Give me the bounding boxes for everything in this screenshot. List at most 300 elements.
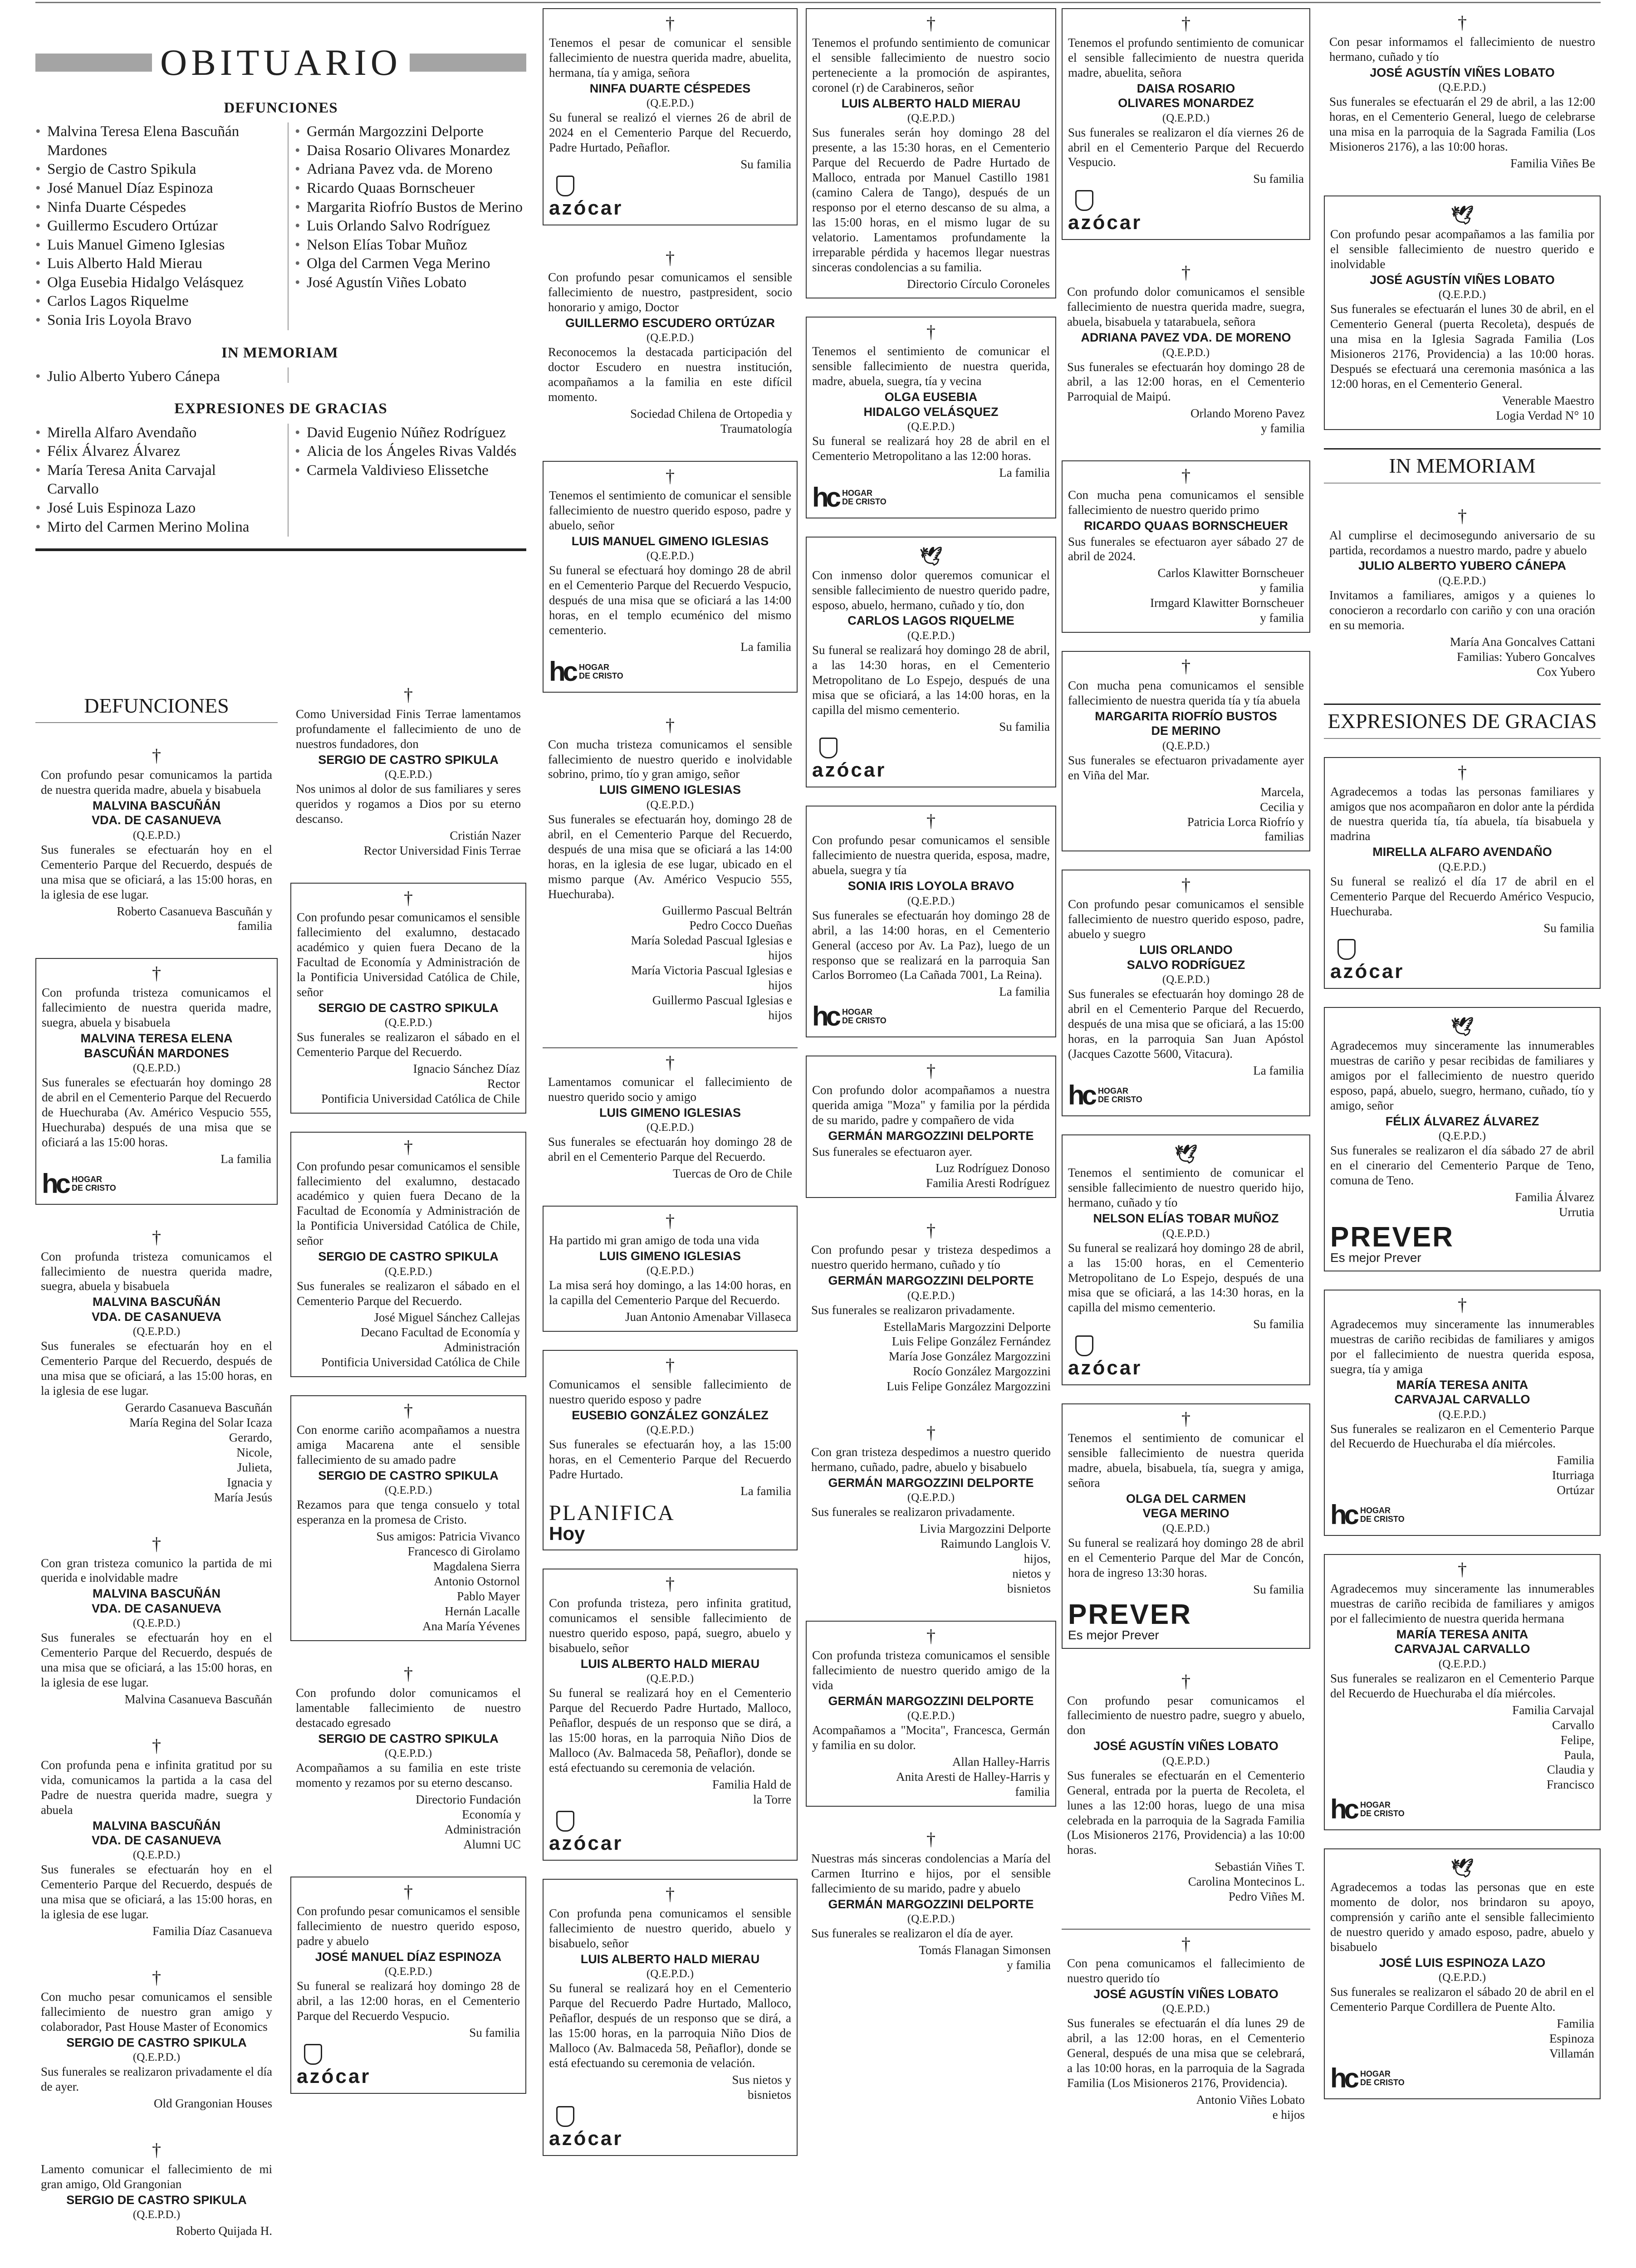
cross-icon: † — [1181, 875, 1190, 895]
notice-body: Su funeral se realizará hoy domingo 28 de abril, a las 12:00 horas, en el Cementerio Parque del Recuerdo Vespucio. — [297, 1979, 520, 2023]
crest-icon — [819, 738, 838, 758]
deceased-name: MIRELLA ALFARO AVENDAÑO — [1372, 845, 1552, 859]
notice-body: Reconocemos la destacada participación del doctor Escudero en nuestra institución, acompañamos a la familia en este difícil momento. — [548, 345, 792, 404]
notice-body: Sus funerales se realizaron el día sábado 27 de abril en el cinerario del Cementerio Parque de Teno, comuna de Teno. — [1330, 1144, 1594, 1188]
notice-body: Sus funerales se efectuarán hoy en el Cementerio Parque del Recuerdo, después de una misa que se oficiará, a las 15:00 horas, en la iglesia de ese lugar. — [41, 1631, 272, 1689]
deceased-name: OLGA EUSEBIA HIDALGO VELÁSQUEZ — [863, 390, 999, 419]
hogar-de-cristo-logo — [812, 484, 1050, 511]
column-b — [290, 680, 526, 2268]
qepd-label: (Q.E.P.D.) — [907, 420, 955, 433]
index-entry: • Luis Orlando Salvo Rodríguez — [295, 217, 526, 236]
notice-signature: Venerable Maestro Logia Verdad N° 10 — [1496, 393, 1594, 422]
cross-icon: † — [926, 322, 936, 342]
cross-icon: † — [404, 1881, 413, 1902]
masthead-bar-right — [410, 54, 526, 72]
notice-body: La misa será hoy domingo, a las 14:00 horas, en la capilla del Cementerio Parque del Recuerdo. — [549, 1278, 791, 1307]
deceased-name: JOSÉ MANUEL DÍAZ ESPINOZA — [315, 1950, 502, 1964]
notice-intro: Con profundo pesar comunicamos el sensible fallecimiento de nuestro querido esposo, padre, abuelo y suegro — [1068, 897, 1304, 941]
index-entry: • Luis Manuel Gimeno Iglesias — [35, 236, 267, 255]
cross-icon: † — [666, 1355, 675, 1376]
notice-signature: María Ana Goncalves Cattani Familias: Yubero Goncalves Cox Yubero — [1450, 635, 1595, 679]
azocar-logo — [297, 2044, 520, 2087]
qepd-label: (Q.E.P.D.) — [1162, 973, 1210, 986]
cross-icon: † — [1181, 656, 1190, 677]
deceased-name: SONIA IRIS LOYOLA BRAVO — [847, 879, 1014, 893]
notice-margozzini-1 — [806, 1056, 1056, 1198]
notice-signature: Sus nietos y bisnietos — [732, 2072, 791, 2102]
notice-body: Su funeral se realizará hoy domingo 28 de abril en el Cementerio Parque del Mar de Concón, hora de ingreso 13:30 horas. — [1068, 1535, 1304, 1579]
cross-icon: † — [1458, 1559, 1467, 1580]
notice-body: Sus funerales se efectuarán hoy domingo 28 de abril, a las 14:00 horas, en el Cementerio General (acceso por Av. La Paz), luego de un responso que se realizará en la parroquia San Carlos Borromeo (La Cañada 7001, La Reina). — [812, 908, 1050, 982]
notice-vines-3 — [1324, 8, 1601, 177]
crest-icon — [556, 2106, 574, 2127]
azocar-logo — [1330, 939, 1594, 982]
qepd-label: (Q.E.P.D.) — [1438, 81, 1486, 94]
notice-signature: Gerardo Casanueva Bascuñán María Regina del Solar Icaza Gerardo, Nicole, Julieta, Ignacia y María Jesús — [125, 1400, 272, 1504]
azocar-logo-text: azócar — [1068, 211, 1142, 234]
index-entry: • Luis Alberto Hald Mierau — [35, 254, 267, 274]
notice-tobar — [1062, 1134, 1310, 1386]
notice-intro: Con profunda tristeza comunicamos el fallecimiento de nuestra querida madre, suegra, abuela y bisabuela — [42, 986, 271, 1030]
azocar-logo — [812, 738, 1050, 780]
qepd-label: (Q.E.P.D.) — [646, 549, 694, 562]
notice-intro: Con profundo pesar y tristeza despedimos a nuestro querido hermano, cuñado y tío — [811, 1243, 1051, 1272]
qepd-label: (Q.E.P.D.) — [1438, 574, 1486, 587]
qepd-label: (Q.E.P.D.) — [132, 1849, 181, 1862]
notice-body: Sus funerales se realizaron el día de ayer. — [811, 1926, 1014, 1941]
hogar-logo-text: HOGAR DE CRISTO — [1360, 1800, 1405, 1818]
index-entry: • Daisa Rosario Olivares Monardez — [295, 142, 526, 161]
notice-signature: Familia Hald de la Torre — [712, 1777, 791, 1806]
section-gracias-heading: EXPRESIONES DE GRACIAS — [1324, 704, 1601, 738]
notice-intro: Con mucho pesar comunicamos el sensible fallecimiento de nuestro gran amigo y colaborador, Past House Master of Economics — [41, 1990, 272, 2033]
notice-intro: Tenemos el pesar de comunicar el sensible fallecimiento de nuestra querida madre, abuelita, hermana, tía y amiga, señora — [549, 36, 791, 79]
deceased-name: NELSON ELÍAS TOBAR MUÑOZ — [1093, 1212, 1279, 1226]
azocar-logo-text: azócar — [549, 2127, 623, 2150]
notice-signature: Su familia — [999, 719, 1050, 733]
notice-body: Su funeral se efectuará hoy domingo 28 de abril en el Cementerio Parque del Recuerdo Vespucio, después de una misa que se oficiará a las 14:00 horas, en el templo ecuménico del mismo cementerio. — [549, 563, 791, 637]
cross-icon: † — [1458, 12, 1467, 33]
azocar-logo — [1068, 1335, 1304, 1378]
qepd-label: (Q.E.P.D.) — [1162, 739, 1210, 752]
azocar-logo — [549, 2106, 791, 2149]
hogar-de-cristo-logo — [42, 1170, 271, 1198]
notice-body: Acompañamos a "Mocita", Francesca, Germán y familia en su dolor. — [812, 1723, 1050, 1752]
notice-hidalgo — [806, 317, 1056, 518]
qepd-label: (Q.E.P.D.) — [384, 1016, 432, 1029]
notice-signature: La familia — [999, 465, 1050, 479]
notice-bascunan-2 — [35, 958, 278, 1204]
notice-signature: Familia Álvarez Urrutia — [1515, 1190, 1594, 1219]
qepd-label: (Q.E.P.D.) — [907, 1491, 955, 1504]
notice-gimeno-3 — [543, 1047, 798, 1188]
section-defunciones-heading: DEFUNCIONES — [35, 689, 278, 723]
notice-signature: Luz Rodríguez Donoso Familia Aresti Rodríguez — [926, 1161, 1050, 1190]
cross-icon: † — [666, 13, 675, 34]
notice-body: Sus funerales se efectuarán el lunes 30 de abril, en el Cementerio General (puerta Recoleta), después de una misa en la Iglesia Sagrada Familia (Los Misioneros 2176, Providencia) a las 10:00 horas. Después se efectuará una ceremonia masónica a las 12:00 horas, en el Cementerio General. — [1330, 302, 1594, 391]
cross-icon: † — [926, 13, 936, 34]
notice-intro: Con profunda tristeza comunicamos el sensible fallecimiento de nuestro querido amigo de la vida — [812, 1648, 1050, 1692]
notice-body: Su funeral se realizó el viernes 26 de abril de 2024 en el Cementerio Parque del Recuerdo, Padre Hurtado, Peñaflor. — [549, 111, 791, 155]
deceased-name: MARGARITA RIOFRÍO BUSTOS DE MERINO — [1095, 709, 1277, 738]
notice-body: Sus funerales se realizaron privadamente. — [811, 1505, 1015, 1519]
index-gracias-col1 — [35, 424, 267, 537]
prever-logo — [1068, 1598, 1304, 1642]
deceased-name: SERGIO DE CASTRO SPIKULA — [66, 2193, 247, 2207]
deceased-name: MALVINA TERESA ELENA BASCUÑÁN MARDONES — [80, 1031, 233, 1060]
prever-tagline: Es mejor Prever — [1330, 1251, 1421, 1265]
notice-alvarez — [1324, 1007, 1601, 1271]
notice-signature: Directorio Fundación Economía y Administración Alumni UC — [416, 1792, 521, 1851]
notice-body: Sus funerales se realizaron el sábado en el Cementerio Parque del Recuerdo. — [297, 1279, 520, 1308]
notice-hald-1 — [543, 1569, 798, 1861]
notice-signature: Roberto Quijada H. — [176, 2224, 272, 2238]
hogar-logo-text: HOGAR DE CRISTO — [1098, 1086, 1142, 1104]
index-gracias — [35, 424, 526, 537]
azocar-logo-text: azócar — [1068, 1357, 1142, 1379]
notice-bascunan-1 — [35, 741, 278, 940]
deceased-name: JOSÉ AGUSTÍN VIÑES LOBATO — [1093, 1987, 1278, 2001]
hogar-mark: hc — [1330, 2063, 1357, 2093]
qepd-label: (Q.E.P.D.) — [907, 894, 955, 907]
index-entry: • Mirto del Carmen Merino Molina — [35, 518, 267, 537]
deceased-name: CARLOS LAGOS RIQUELME — [847, 614, 1014, 628]
notice-body: Sus funerales se realizaron privadamente el día de ayer. — [41, 2065, 272, 2094]
notice-vega — [1062, 1403, 1310, 1648]
index-entry: • Carmela Valdivieso Elissetche — [295, 461, 526, 480]
hogar-mark: hc — [1330, 1500, 1357, 1530]
notice-body: Sus funerales se efectuarán hoy en el Cementerio Parque del Recuerdo, después de una misa que se oficiará, a las 15:00 horas, en la iglesia de ese lugar. — [41, 1339, 272, 1398]
hogar-de-cristo-logo — [1330, 1796, 1594, 1823]
prever-logo-text: PREVER — [1330, 1222, 1454, 1253]
index-gracias-heading: EXPRESIONES DE GRACIAS — [174, 401, 387, 417]
notice-de-castro-1 — [35, 1963, 278, 2117]
notice-body: Sus funerales se efectuarán hoy en el Cementerio Parque del Recuerdo, después de una misa que se oficiará, a las 15:00 horas, en la iglesia de ese lugar. — [41, 842, 272, 901]
crest-icon — [304, 2044, 322, 2065]
azocar-logo-text: azócar — [549, 196, 623, 219]
hogar-de-cristo-logo — [549, 658, 791, 685]
notice-intro: Al cumplirse el decimosegundo aniversario de su partida, recordamos a nuestro mardo, padre y abuelo — [1329, 528, 1595, 557]
qepd-label: (Q.E.P.D.) — [132, 2209, 181, 2221]
notice-signature: Tuercas de Oro de Chile — [673, 1167, 792, 1181]
notice-body: Sus funerales se efectuarán hoy domingo 28 de abril en el Cementerio Parque del Recuerdo de Huechuraba (Av. Américo Vespucio 555, Huechuraba) después de una misa que se oficiará a las 15:00 horas. — [42, 1075, 271, 1149]
cross-icon: † — [1458, 762, 1467, 782]
notice-quaas — [1062, 460, 1310, 633]
notice-intro: Agradecemos a todas las personas familiares y amigos que nos acompañaron en dolor ante la pérdida de nuestra querida tía, tía abuela, tía bisabuela y madrina — [1330, 784, 1594, 843]
notice-body: Acompañamos a su familia en este triste momento y rezamos por su eterno descanso. — [296, 1761, 521, 1790]
deceased-name: LUIS GIMENO IGLESIAS — [599, 1105, 741, 1119]
planifica-tagline: Hoy — [549, 1523, 585, 1545]
notice-intro: Con profundo dolor acompañamos a nuestra querida amiga "Moza" y familia por la pérdida de su marido, padre y compañero de vida — [812, 1083, 1050, 1127]
notice-signature: José Miguel Sánchez Callejas Decano Facultad de Economía y Administración Pontificia Universidad Católica de Chile — [321, 1310, 520, 1369]
cross-icon: † — [152, 1735, 161, 1756]
notice-signature: Sus amigos: Patricia Vivanco Francesco di Girolamo Magdalena Sierra Antonio Ostornol Pablo Mayer Hernán Lacalle Ana María Yévenes — [376, 1530, 520, 1633]
index-entry: • Mirella Alfaro Avendaño — [35, 424, 267, 443]
notice-intro: Con inmenso dolor queremos comunicar el sensible fallecimiento de nuestro querido padre, esposo, abuelo, hermano, cuñado y tío, don — [812, 568, 1050, 612]
deceased-name: FÉLIX ÁLVAREZ ÁLVAREZ — [1385, 1114, 1539, 1128]
notice-signature: Sebastián Viñes T. Carolina Montecinos L. Pedro Viñes M. — [1188, 1860, 1305, 1904]
notice-pavez — [1062, 258, 1310, 442]
deceased-name: MARÍA TERESA ANITA CARVAJAL CARVALLO — [1394, 1628, 1530, 1656]
qepd-label: (Q.E.P.D.) — [646, 798, 694, 811]
column-a — [35, 689, 278, 2268]
notice-body: Su funeral se realizará hoy 28 de abril en el Cementerio Metropolitano a las 12:00 horas. — [812, 434, 1050, 463]
hogar-mark: hc — [549, 656, 576, 687]
hogar-logo-text: HOGAR DE CRISTO — [842, 488, 887, 506]
notice-signature: Familia Carvajal Carvallo Felipe, Paula, Claudia y Francisco — [1512, 1703, 1594, 1792]
deceased-name: JOSÉ LUIS ESPINOZA LAZO — [1379, 1955, 1546, 1970]
cross-icon: † — [926, 1626, 936, 1647]
azocar-logo — [549, 1811, 791, 1853]
hogar-logo-text: HOGAR DE CRISTO — [1360, 1506, 1405, 1524]
notice-intro: Comunicamos el sensible fallecimiento de nuestro querido esposo y padre — [549, 1378, 791, 1407]
index-entry: • Sonia Iris Loyola Bravo — [35, 311, 267, 330]
index-entry: • Sergio de Castro Spikula — [35, 160, 267, 179]
azocar-logo-text: azócar — [812, 759, 887, 782]
hogar-de-cristo-logo — [1068, 1082, 1304, 1109]
deceased-name: OLGA DEL CARMEN VEGA MERINO — [1126, 1492, 1246, 1520]
notice-body: Su funeral se realizará hoy domingo 28 de abril, a las 15:00 horas, en el Cementerio Metropolitano de Lo Espejo, después de una misa que se oficiará, a las 14:30 horas, en la capilla del mismo cementerio. — [1068, 1241, 1304, 1315]
notice-intro: Con profundo pesar comunicamos el sensible fallecimiento del exalumno, destacado académico y quien fuera Decano de la Facultad de Economía y Administración de la Pontificia Universidad Católica de Chile, señor — [297, 910, 520, 999]
notice-signature: Guillermo Pascual Beltrán Pedro Cocco Dueñas María Soledad Pascual Iglesias e hijos María Victoria Pascual Iglesias e hijos Guillermo Pascual Iglesias e hijos — [631, 904, 792, 1022]
notice-intro: Tenemos el sentimiento de comunicar el sensible fallecimiento de nuestro querido esposo, padre y abuelo, señor — [549, 488, 791, 532]
qepd-label: (Q.E.P.D.) — [646, 1672, 694, 1685]
index-defunciones-heading: DEFUNCIONES — [224, 100, 338, 117]
deceased-name: SERGIO DE CASTRO SPIKULA — [318, 1250, 499, 1264]
crest-icon — [556, 176, 574, 196]
crest-icon — [1075, 190, 1093, 211]
notice-intro: Con enorme cariño acompañamos a nuestra amiga Macarena ante el sensible fallecimiento de su amado padre — [297, 1423, 520, 1467]
hogar-logo-text: HOGAR DE CRISTO — [842, 1007, 887, 1026]
notice-body: Nos unimos al dolor de sus familiares y seres queridos y rogamos a Dios por su eterno descanso. — [296, 782, 521, 826]
index-entry: • Olga Eusebia Hidalgo Velásquez — [35, 274, 267, 293]
hogar-mark: hc — [812, 482, 839, 513]
deceased-name: SERGIO DE CASTRO SPIKULA — [318, 1001, 499, 1015]
notice-intro: Con gran tristeza despedimos a nuestro querido hermano, cuñado, padre, abuelo y bisabuelo — [811, 1445, 1051, 1474]
notice-gonzalez — [543, 1350, 798, 1550]
notice-intro: Con profunda pena comunicamos el sensible fallecimiento de nuestro querido, abuelo y bisabuelo, señor — [549, 1906, 791, 1950]
index-defunciones — [35, 122, 526, 330]
hogar-logo-text: HOGAR DE CRISTO — [579, 662, 623, 680]
notice-signature: Antonio Viñes Lobato e hijos — [1196, 2093, 1305, 2122]
cross-icon: † — [926, 1422, 936, 1443]
notice-vines-4 — [1324, 196, 1601, 430]
notice-intro: Con gran tristeza comunico la partida de mi querida e inolvidable madre — [41, 1556, 272, 1585]
notice-intro: Con profundo dolor comunicamos el lamentable fallecimiento de nuestro destacado egresado — [296, 1686, 521, 1730]
notice-body: Sus funerales se efectuarán hoy, a las 15:00 horas, en el Cementerio Parque del Recuerdo Padre Hurtado. — [549, 1437, 791, 1481]
qepd-label: (Q.E.P.D.) — [1162, 1522, 1210, 1535]
notice-body: Sus funerales se efectuaron privadamente ayer en Viña del Mar. — [1068, 753, 1304, 782]
index-entry: • Julio Alberto Yubero Cánepa — [35, 367, 267, 386]
cross-icon: † — [152, 1967, 161, 1988]
notice-signature: La familia — [740, 640, 791, 654]
notice-de-castro-6 — [290, 1395, 526, 1641]
notice-intro: Agradecemos muy sinceramente las innumerables muestras de cariño recibidas de familiares y amigos por el fallecimiento de nuestra querida esposa, suegra, tía y amiga — [1330, 1317, 1594, 1376]
deceased-name: SERGIO DE CASTRO SPIKULA — [318, 1469, 499, 1483]
notice-gimeno-4 — [543, 1206, 798, 1332]
notice-body: Sus funerales se efectuarán hoy en el Cementerio Parque del Recuerdo, después de una misa que se oficiará, a las 15:00 horas, en la iglesia de ese lugar. — [41, 1862, 272, 1921]
notice-intro: Tenemos el sentimiento de comunicar el sensible fallecimiento de nuestro querido hijo, hermano, cuñado y tío — [1068, 1166, 1304, 1210]
notice-signature: Sociedad Chilena de Ortopedia y Traumatología — [630, 406, 792, 435]
qepd-label: (Q.E.P.D.) — [384, 1484, 432, 1497]
notice-body: Sus funerales se efectuaron ayer sábado 27 de abril de 2024. — [1068, 534, 1304, 563]
notice-body: Sus funerales se realizaron en el Cementerio Parque del Recuerdo de Huechuraba el día miércoles. — [1330, 1671, 1594, 1700]
column-f — [1324, 8, 1601, 2268]
notice-signature: Su familia — [469, 2025, 520, 2039]
deceased-name: LUIS ORLANDO SALVO RODRÍGUEZ — [1127, 943, 1245, 972]
notice-body: Sus funerales se efectuarán en el Cementerio General, entrada por la puerta de Recoleta, el lunes a las 12:00 horas, luego de una misa celebrada en la parroquia de la Sagrada Familia (Los Misioneros 2176, Providencia) a las 10:00 horas. — [1067, 1768, 1305, 1857]
cross-icon: † — [666, 1574, 675, 1594]
notice-body: Sus funerales se efectuarán hoy domingo 28 de abril en el Cementerio Parque del Recuerdo, después de una misa que se oficiará, a las 15:00 horas, en la parroquia San Juan Apóstol (Jacques Cazotte 5600, Vitacura). — [1068, 987, 1304, 1061]
notice-signature: Ignacio Sánchez Díaz Rector Pontificia Universidad Católica de Chile — [321, 1061, 520, 1105]
index-memoriam-col1 — [35, 367, 267, 386]
notice-body: Sus funerales se realizaron el sábado 20 de abril en el Cementerio Parque Cordillera de Puente Alto. — [1330, 1985, 1594, 2014]
notice-intro: Agradecemos muy sinceramente las innumerables muestras de cariño recibida de familiares y amigos por el fallecimiento de nuestra querida hermana — [1330, 1582, 1594, 1626]
azocar-logo-text: azócar — [549, 1832, 623, 1854]
index-entry: • Margarita Riofrío Bustos de Merino — [295, 198, 526, 217]
qepd-label: (Q.E.P.D.) — [132, 1061, 181, 1074]
notice-bascunan-4 — [35, 1530, 278, 1713]
notice-intro: Lamentamos comunicar el fallecimiento de nuestro querido socio y amigo — [548, 1075, 792, 1104]
deceased-name: JOSÉ AGUSTÍN VIÑES LOBATO — [1370, 273, 1555, 287]
notice-escudero — [543, 244, 798, 443]
notice-gimeno-1 — [543, 461, 798, 693]
notice-alfaro — [1324, 757, 1601, 989]
deceased-name: GUILLERMO ESCUDERO ORTÚZAR — [565, 316, 775, 330]
planifica-logo-text: PLANIFICA — [549, 1501, 675, 1525]
deceased-name: LUIS ALBERTO HALD MIERAU — [580, 1657, 760, 1671]
cross-icon: † — [404, 684, 413, 705]
qepd-label: (Q.E.P.D.) — [132, 1617, 181, 1630]
notice-signature: Orlando Moreno Pavez y familia — [1190, 406, 1305, 435]
notice-signature: Tomás Flanagan Simonsen y familia — [919, 1943, 1051, 1972]
index-gracias-col2 — [288, 424, 526, 537]
notice-signature: La familia — [220, 1152, 271, 1166]
column-d — [806, 8, 1056, 2268]
cross-icon: † — [666, 247, 675, 268]
index-entry: • Adriana Pavez vda. de Moreno — [295, 160, 526, 179]
cross-icon: † — [1181, 1671, 1190, 1691]
crest-icon — [1337, 939, 1356, 960]
top-rule — [35, 2, 1601, 3]
notice-intro: Con mucha tristeza comunicamos el sensible fallecimiento de nuestro querido e inolvidable sobrino, primo, tío y gran amigo, señor — [548, 737, 792, 781]
notice-bascunan-5 — [35, 1731, 278, 1945]
notice-riofrio — [1062, 651, 1310, 851]
cross-icon: † — [926, 1220, 936, 1241]
notice-signature: Livia Margozzini Delporte Raimundo Langlois V. hijos, nietos y bisnietos — [920, 1522, 1051, 1596]
deceased-name: MALVINA BASCUÑÁN VDA. DE CASANUEVA — [91, 1818, 222, 1847]
notice-intro: Con mucha pena comunicamos el sensible fallecimiento de nuestro querido primo — [1068, 488, 1304, 517]
qepd-label: (Q.E.P.D.) — [132, 829, 181, 841]
deceased-name: LUIS ALBERTO HALD MIERAU — [580, 1952, 760, 1966]
notice-intro: Con profunda pena e infinita gratitud por su vida, comunicamos la partida a la casa del Padre de nuestra querida madre, suegra y abuela — [41, 1758, 272, 1817]
masthead — [35, 40, 526, 85]
index-entry: • Nelson Elías Tobar Muñoz — [295, 236, 526, 255]
notice-bascunan-3 — [35, 1223, 278, 1511]
qepd-label: (Q.E.P.D.) — [907, 1913, 955, 1926]
deceased-name: JULIO ALBERTO YUBERO CÁNEPA — [1358, 559, 1567, 573]
notice-body: Sus funerales se efectuarán hoy domingo 28 de abril, a las 12:00 horas, en el Cementerio Parroquial de Maipú. — [1067, 360, 1305, 404]
deceased-name: GERMÁN MARGOZZINI DELPORTE — [828, 1129, 1034, 1143]
azocar-logo-text: azócar — [1330, 960, 1405, 983]
qepd-label: (Q.E.P.D.) — [907, 629, 955, 642]
deceased-name: SERGIO DE CASTRO SPIKULA — [66, 2035, 247, 2049]
qepd-label: (Q.E.P.D.) — [646, 1424, 694, 1437]
cross-icon: † — [1181, 13, 1190, 34]
index-entry: • Olga del Carmen Vega Merino — [295, 254, 526, 274]
notice-signature: Familia Viñes Be — [1510, 156, 1595, 171]
notice-body: Sus funerales se efectuarán hoy domingo 28 de abril en el Cementerio Parque del Recuerdo. — [548, 1135, 792, 1164]
cross-icon: † — [152, 1227, 161, 1247]
notice-diaz-espinoza — [290, 1877, 526, 2094]
cross-icon: † — [1458, 505, 1467, 526]
notice-intro: Agradecemos a todas las personas que en este momento de dolor, nos brindaron su apoyo, comprensión y cariño ante el sensible fallecimiento de nuestro querido y amado esposo, padre, abuelo y bisabuelo — [1330, 1880, 1594, 1954]
cross-icon: † — [666, 1052, 675, 1073]
notice-intro: Con profundo pesar comunicamos la partida de nuestra querida madre, abuela y bisabuela — [41, 768, 272, 797]
notice-signature: La familia — [999, 985, 1050, 999]
cross-icon: † — [1181, 465, 1190, 486]
index-entry: • Ninfa Duarte Céspedes — [35, 198, 267, 217]
notice-intro: Con profundo pesar comunicamos el sensible fallecimiento de nuestra querida, esposa, madre, abuela, suegra y tía — [812, 833, 1050, 877]
notice-signature: Cristián Nazer Rector Universidad Finis Terrae — [363, 829, 521, 857]
cross-icon: † — [404, 1400, 413, 1421]
notice-duarte — [543, 8, 798, 225]
planifica-logo — [549, 1502, 791, 1543]
index-entry: • David Eugenio Núñez Rodríguez — [295, 424, 526, 443]
cross-icon: † — [926, 1061, 936, 1081]
notice-body: Su funeral se realizó el día 17 de abril en el Cementerio Parque del Recuerdo Américo Vespucio, Huechuraba. — [1330, 874, 1594, 918]
cross-icon: † — [152, 745, 161, 766]
section-memoriam-heading: IN MEMORIAM — [1324, 448, 1601, 483]
index-entry: • Carlos Lagos Riquelme — [35, 292, 267, 311]
notice-vines-2 — [1062, 1929, 1310, 2129]
index-memoriam-col2 — [288, 367, 526, 383]
deceased-name: LUIS GIMENO IGLESIAS — [599, 1249, 741, 1263]
dove-icon: 🕊 — [1450, 205, 1474, 225]
notice-salvo — [1062, 870, 1310, 1116]
index-bottom-rule — [35, 548, 526, 551]
notice-margozzini-3 — [806, 1418, 1056, 1603]
qepd-label: (Q.E.P.D.) — [1162, 112, 1210, 124]
page-title: OBITUARIO — [160, 42, 402, 83]
notice-signature: Su familia — [740, 157, 791, 171]
qepd-label: (Q.E.P.D.) — [384, 1747, 432, 1760]
index-entry: • Félix Álvarez Álvarez — [35, 442, 267, 461]
notice-intro: Tenemos el sentimiento de comunicar el sensible fallecimiento de nuestra querida madre, abuela, bisabuela, tía, suegra y amiga, señora — [1068, 1431, 1304, 1490]
index-entry: • Germán Margozzini Delporte — [295, 122, 526, 142]
cross-icon: † — [1181, 1408, 1190, 1429]
cross-icon: † — [666, 465, 675, 486]
notice-body: Sus funerales serán hoy domingo 28 del presente, a las 15:30 horas, en el Cementerio Parque del Recuerdo de Padre Hurtado de Malloco, entrada por Manuel Castillo 1981 (camino Calera de Tango), después de un responso por el eterno descanso de su alma, a las 15:00 horas, en el mismo lugar de su velatorio. Lamentamos profundamente la irreparable pérdida y hacemos llegar nuestras sinceras condolencias a su familia. — [812, 126, 1050, 274]
notice-intro: Con profundo pesar comunicamos el sensible fallecimiento de nuestro, pastpresident, socio honorario y amigo, Doctor — [548, 270, 792, 314]
crest-icon — [556, 1811, 574, 1832]
notice-gimeno-2 — [543, 711, 798, 1029]
notice-de-castro-3 — [290, 680, 526, 865]
notice-de-castro-2 — [35, 2136, 278, 2245]
azocar-logo-text: azócar — [297, 2065, 371, 2087]
prever-logo — [1330, 1223, 1594, 1264]
cross-icon: † — [1458, 1295, 1467, 1315]
cross-icon: † — [926, 1829, 936, 1849]
masthead-bar-left — [35, 54, 152, 72]
notice-body: Sus funerales se efectuarán el 29 de abril, a las 12:00 horas, en el Cementerio General, luego de celebrarse una misa en la parroquia de la Sagrada Familia (Los Misioneros 2176), a las 10:00 horas. — [1329, 95, 1595, 154]
notice-signature: Malvina Casanueva Bascuñán — [124, 1692, 272, 1706]
cross-icon: † — [666, 714, 675, 735]
qepd-label: (Q.E.P.D.) — [1438, 860, 1486, 873]
deceased-name: GERMÁN MARGOZZINI DELPORTE — [828, 1476, 1034, 1490]
notice-intro: Tenemos el profundo sentimiento de comunicar el sensible fallecimiento de nuestra querida madre, abuelita, señora — [1068, 36, 1304, 79]
notice-body: Sus funerales se efectuarán hoy, domingo 28 de abril, en el Cementerio Parque del Recuerdo, después de una misa que se oficiará a las 14:00 horas, en la iglesia de ese lugar, ubicado en el mismo parque (Av. Américo Vespucio 555, Huechuraba). — [548, 812, 792, 901]
